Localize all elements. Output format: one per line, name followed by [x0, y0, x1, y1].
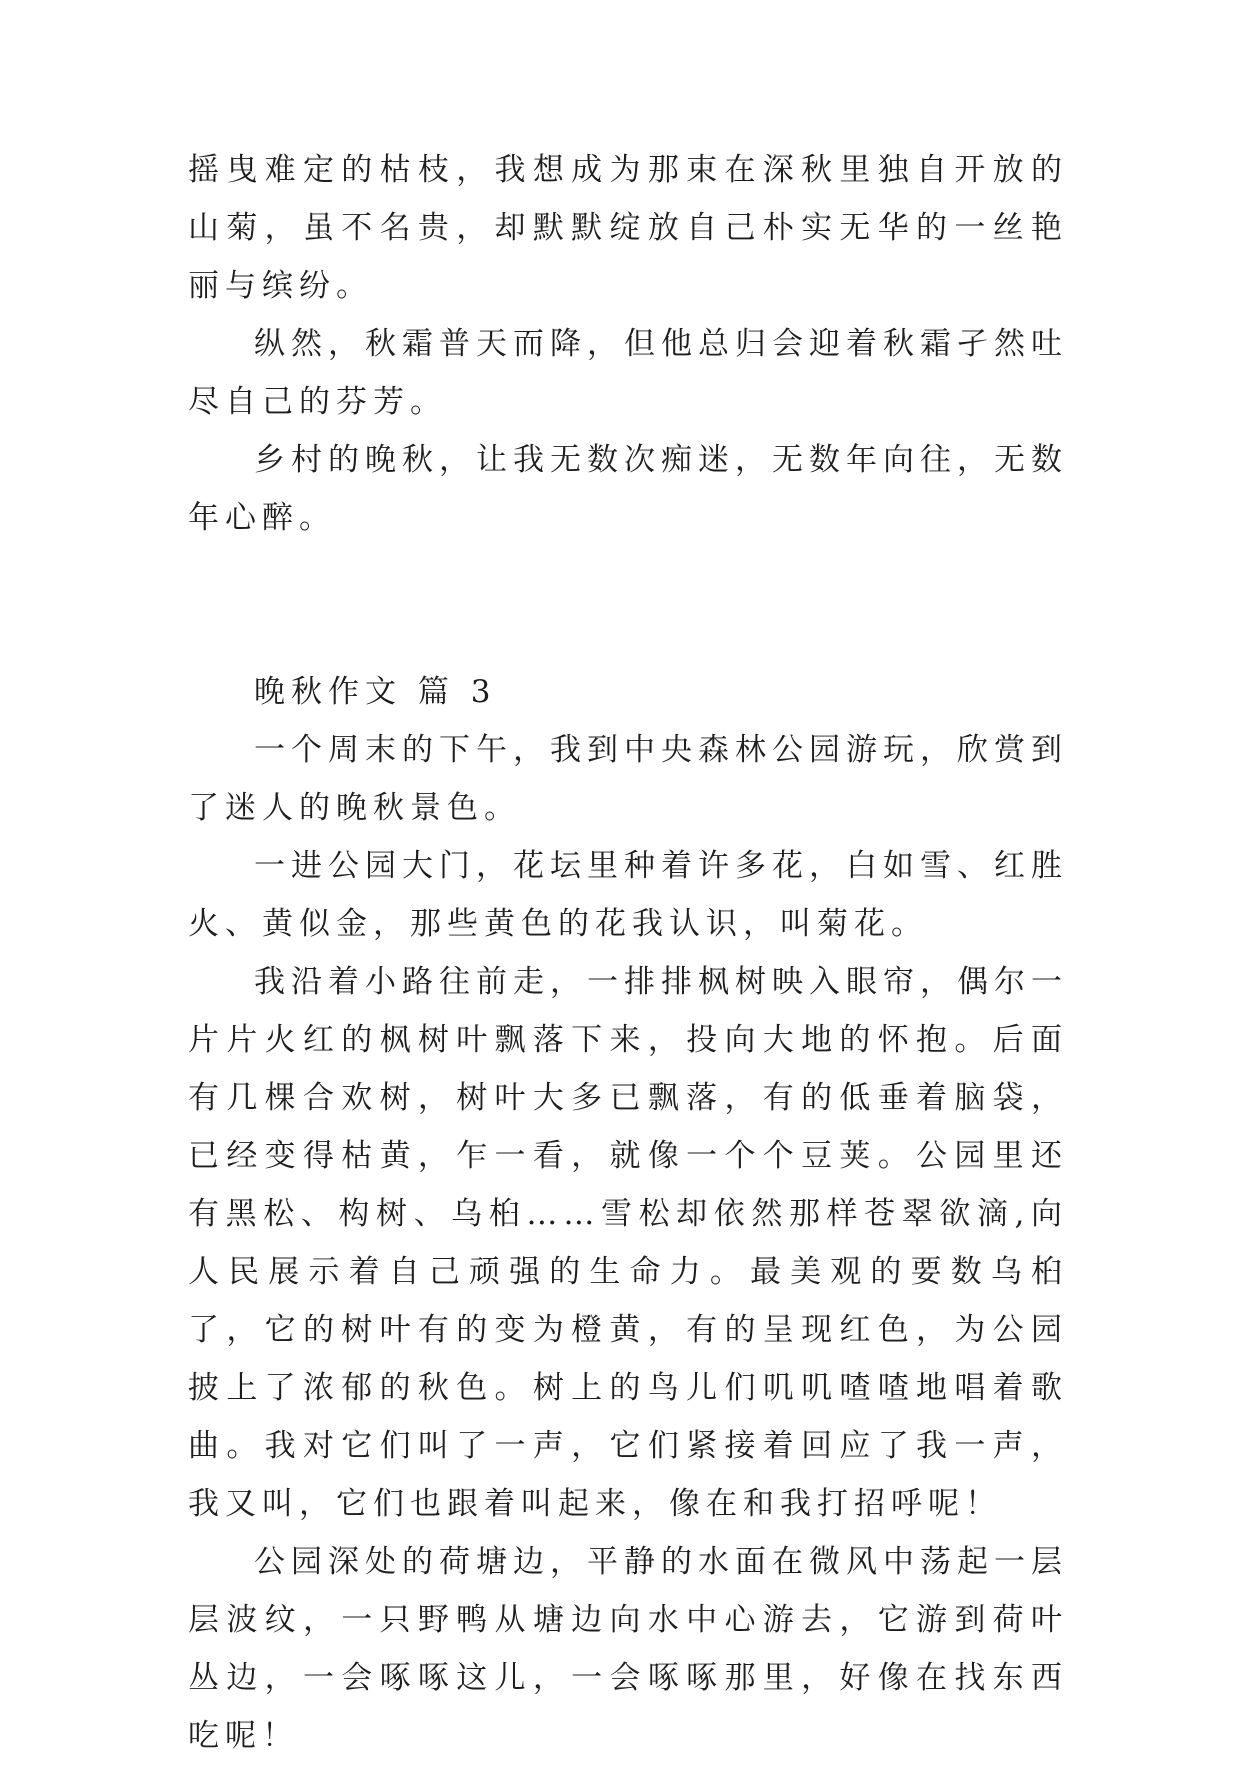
- essay-title: 晚秋作文 篇 3: [254, 674, 497, 710]
- paragraph: 乡村的晚秋，让我无数次痴迷，无数年向往，无数年心醉。: [188, 442, 1068, 536]
- paragraph: 我沿着小路往前走，一排排枫树映入眼帘，偶尔一片片火红的枫树叶飘落下来，投向大地的怀抱。后面有几棵合欢树，树叶大多已飘落，有的低垂着脑袋，已经变得枯黄，乍一看，就像一个个豆荚。公园里还有黑松、构树、乌桕……雪松却依然那样苍翠欲滴,向人民展示着自己顽强的生命力。最美观的要数乌桕了，它的树叶有的变为橙黄，有的呈现红色，为公园披上了浓郁的秋色。树上的鸟儿们叽叽喳喳地唱着歌曲。我对它们叫了一声，它们紧接着回应了我一声，我又叫，它们也跟着叫起来，像在和我打招呼呢！: [188, 964, 1068, 1522]
- section-gap: [188, 547, 1068, 663]
- paragraph: 一进公园大门，花坛里种着许多花，白如雪、红胜火、黄似金，那些黄色的花我认识，叫菊花。: [188, 848, 1068, 942]
- essay-body: [188, 141, 1068, 1765]
- continued-paragraph: 摇曳难定的枯枝，我想成为那束在深秋里独自开放的山菊，虽不名贵，却默默绽放自己朴实无华的一丝艳丽与缤纷。: [188, 152, 1068, 304]
- paragraph: 一个周末的下午，我到中央森林公园游玩，欣赏到了迷人的晚秋景色。: [188, 732, 1068, 826]
- paragraph: 纵然，秋霜普天而降，但他总归会迎着秋霜孑然吐尽自己的芬芳。: [188, 326, 1068, 420]
- paragraph: 公园深处的荷塘边，平静的水面在微风中荡起一层层波纹，一只野鸭从塘边向水中心游去，它游到荷叶丛边，一会啄啄这儿，一会啄啄那里，好像在找东西吃呢！: [188, 1544, 1068, 1754]
